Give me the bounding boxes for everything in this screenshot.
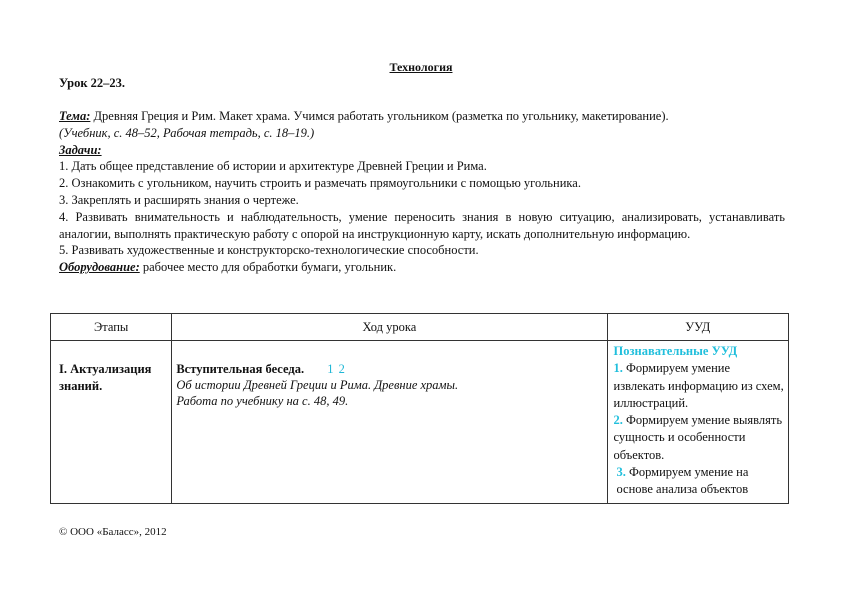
activity-line: Работа по учебнику на с. 48, 49. (176, 394, 349, 408)
task-item: 1. Дать общее представление об истории и архитектуре Древней Греции и Рима. (59, 159, 487, 174)
equipment-line (59, 259, 785, 276)
uud-item-number: 2. (613, 413, 623, 428)
theme-sources: (Учебник, с. 48–52, Рабочая тетрадь, с. 18–19.) (59, 125, 315, 140)
theme-label: Тема: (59, 109, 91, 123)
uud-item-number: 3. (616, 465, 626, 480)
tasks-label: Задачи: (59, 142, 102, 157)
activity-links[interactable]: 1 2 (327, 362, 346, 376)
header-uud: УУД (607, 314, 789, 341)
task-item: 5. Развивать художественные и конструкторско-технологические способности. (59, 243, 479, 258)
uud-title: Познавательные УУД (613, 344, 738, 358)
uud-item-text: Формируем умение извлекать информацию из схем, иллюстраций. (613, 361, 784, 410)
task-item: 3. Закреплять и расширять знания о чертеже. (59, 192, 299, 207)
course-cell (172, 341, 607, 504)
activity-line: Об истории Древней Греции и Рима. Древние храмы. (176, 378, 459, 392)
lesson-number: Урок 22–23. (59, 76, 126, 90)
lesson-description (59, 108, 785, 276)
theme-line (59, 108, 785, 125)
uud-item-number: 1. (613, 361, 623, 376)
uud-item (614, 360, 785, 412)
table-row (51, 341, 789, 504)
uud-item-text: Формируем умение на основе анализа объектов (616, 465, 749, 497)
equipment-text: рабочее место для обработки бумаги, угольник. (142, 260, 397, 275)
uud-item-text: Формируем умение выявлять сущность и особенности объектов. (613, 413, 783, 462)
subject-title: Технология (389, 60, 453, 74)
uud-cell (607, 341, 789, 504)
stage-cell: I. Актуализация знаний. (51, 341, 172, 504)
task-item: 2. Ознакомить с угольником, научить строить и размечать прямоугольники с помощью угольника. (59, 176, 581, 191)
table-header-row (51, 314, 789, 341)
header-stages: Этапы (51, 314, 172, 341)
header-course: Ход урока (172, 314, 607, 341)
equipment-label: Оборудование: (59, 260, 140, 275)
uud-item (614, 464, 785, 499)
activity-title: Вступительная беседа. (176, 362, 305, 376)
lesson-table (50, 313, 789, 504)
uud-item (614, 412, 785, 464)
copyright-footer: © ООО «Баласс», 2012 (59, 526, 167, 538)
theme-text: Древняя Греция и Рим. Макет храма. Учимся работать угольником (разметка по угольнику, макетирование). (93, 109, 669, 123)
task-item: 4. Развивать внимательность и наблюдательность, умение переносить знания в новую ситуацию, анализировать, устанавливать аналогии, выполнять практическую работу с опорой на инструкционную карту, искать дополнительную информацию. (59, 209, 785, 241)
